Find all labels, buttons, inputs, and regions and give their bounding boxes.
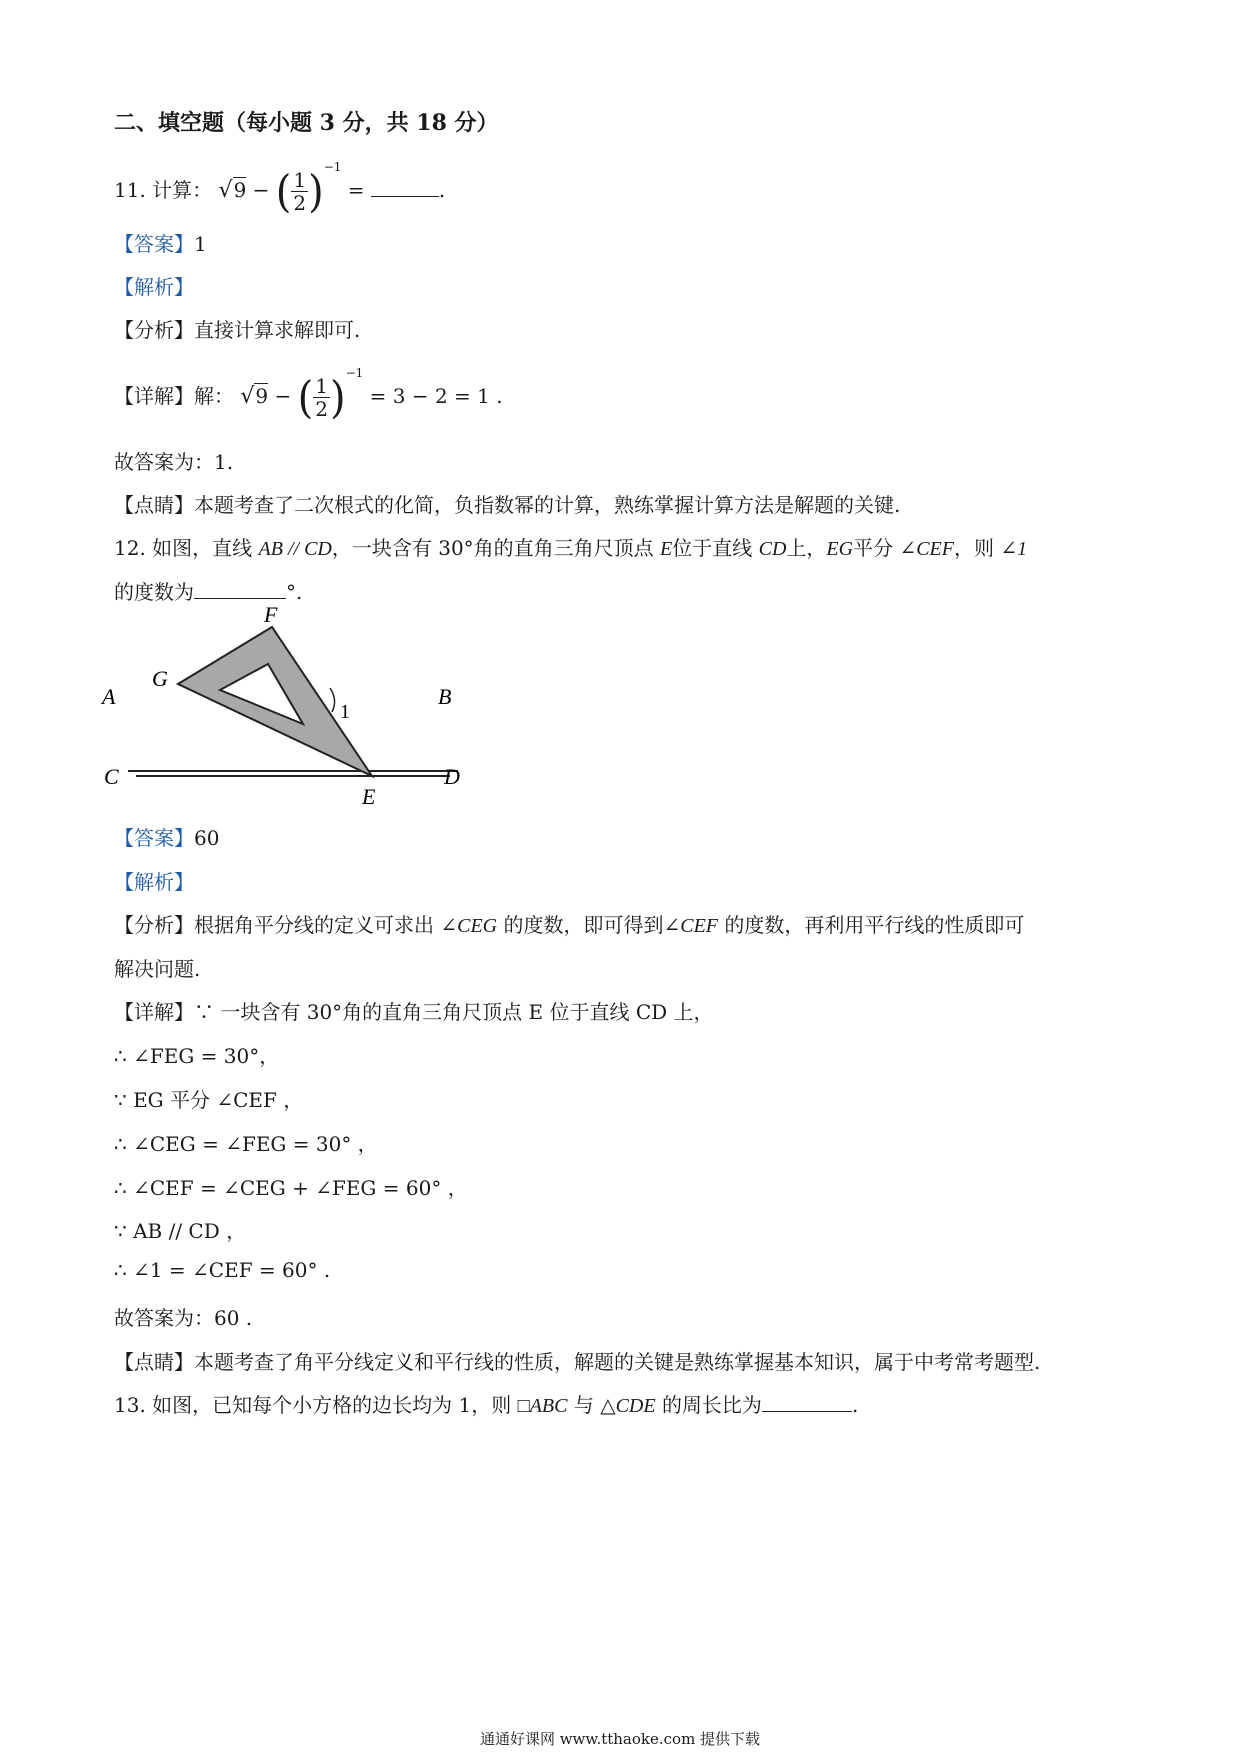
label-e: E (362, 784, 376, 809)
q12-dianjing: 【点睛】本题考查了角平分线定义和平行线的性质，解题的关键是熟练掌握基本知识，属于中考常考题型. (114, 1350, 1041, 1374)
q11-answer-blank[interactable] (371, 178, 439, 197)
q12-answer-blank[interactable] (194, 580, 286, 599)
q11-fraction: $\frac{1}{2}$ (293, 168, 307, 215)
answer-tag: 【答案】 (114, 232, 194, 256)
q12-step-4: ∴ ∠CEF = ∠CEG + ∠FEG = 60° ， (114, 1176, 468, 1200)
label-a: A (102, 684, 116, 709)
q12-answer: 【答案】60 (114, 826, 220, 850)
q11-xiangjie: 【详解】解： √9 − ( $\frac{1}{2}$ )$^{-1}$ = 3 − 2 = 1 . (114, 366, 503, 423)
q12-fenxi: 【分析】根据角平分线的定义可求出 ∠CEG 的度数，即可得到∠CEF 的度数，再利用平行线的性质即可 (114, 913, 1025, 937)
label-g: G (152, 666, 168, 691)
q11-prefix: 11. 计算： (114, 178, 213, 202)
label-c: C (104, 764, 119, 789)
q11-fenxi: 【分析】直接计算求解即可. (114, 318, 361, 342)
q12-step-3: ∴ ∠CEG = ∠FEG = 30° ， (114, 1132, 378, 1156)
q12-fenxi-line2: 解决问题. (114, 957, 201, 981)
q11-exponent: −1 (323, 160, 342, 174)
q13-answer-blank[interactable] (762, 1393, 852, 1412)
q12-figure (100, 600, 480, 830)
label-d: D (444, 764, 460, 789)
question-12-line2: 的度数为 °. (114, 580, 303, 604)
q12-step-5: ∵ AB // CD ， (114, 1219, 247, 1243)
q11-result: = 3 − 2 = 1 . (369, 384, 503, 408)
answer-value: 1 (194, 232, 207, 256)
q12-step-2: ∵ EG 平分 ∠CEF ， (114, 1088, 304, 1112)
sqrt-symbol: √ (218, 178, 233, 203)
section-title: 二、填空题（每小题 3 分，共 18 分） (114, 110, 499, 136)
q12-analysis-tag: 【解析】 (114, 870, 194, 894)
analysis-tag: 【解析】 (114, 275, 194, 299)
angle-1-arc (330, 688, 335, 712)
question-13: 13. 如图，已知每个小方格的边长均为 1，则 □ABC 与 △CDE 的周长比为 . (114, 1393, 859, 1417)
q11-sqrt-arg: 9 (233, 178, 247, 202)
q11-equals: = (347, 178, 365, 202)
label-b: B (438, 684, 452, 709)
q11-minus: − (252, 178, 270, 202)
question-12: 12. 如图，直线 AB // CD，一块含有 30°角的直角三角尺顶点 E位于直线 CD上，EG平分 ∠CEF，则 ∠1 (114, 536, 1028, 560)
q12-final: 故答案为：60 . (114, 1306, 253, 1330)
q11-dianjing: 【点睛】本题考查了二次根式的化简，负指数幂的计算，熟练掌握计算方法是解题的关键. (114, 493, 901, 517)
q12-step-1: ∴ ∠FEG = 30°， (114, 1044, 280, 1068)
q12-step-6: ∴ ∠1 = ∠CEF = 60° . (114, 1258, 331, 1282)
label-f: F (264, 602, 278, 627)
footer: 通通好课网 www.tthaoke.com 提供下载 (479, 1730, 761, 1748)
q12-xiangjie: 【详解】∵ 一块含有 30°角的直角三角尺顶点 E 位于直线 CD 上， (114, 1000, 714, 1024)
label-1: 1 (340, 701, 350, 723)
q11-final: 故答案为：1. (114, 450, 234, 474)
q11-answer (114, 228, 207, 257)
question-11: 11. 计算： √9 − ( $\frac{1}{2}$ )$^{-1}$ = . (114, 160, 446, 217)
